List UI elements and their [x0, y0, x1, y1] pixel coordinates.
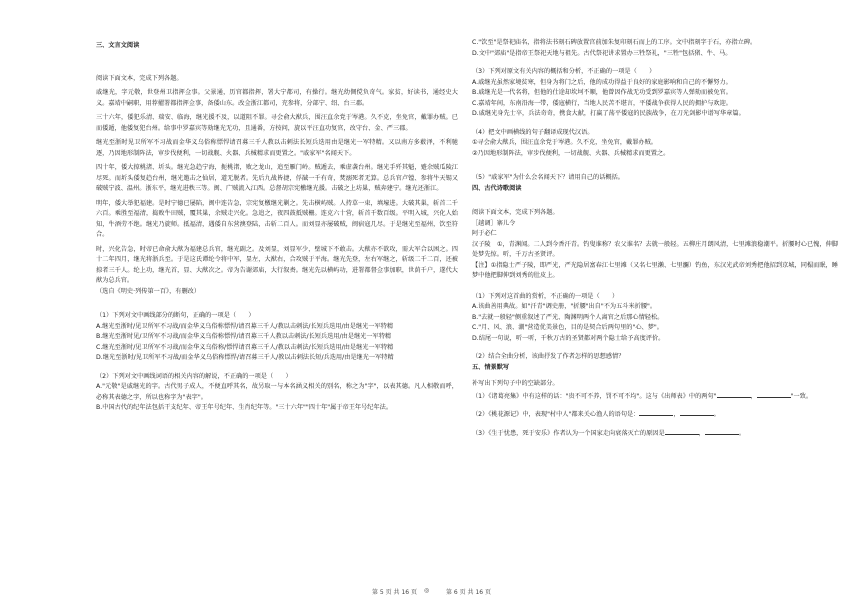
question-stem: （1）下列对文中画线部分的断句，正确的一项是（ ）: [96, 312, 255, 319]
fill-text: （1）《诸葛亮集》中有这样的话："贵不可不养，罚不可不均"。这与《出师表》中的两句": [472, 392, 717, 400]
option[interactable]: B.戚继光是一代名将，但他的仕途却坎坷不顺，他曾因作战无功受到罗嘉宾等人弹劾而被免官。: [472, 89, 732, 96]
passage-paragraph: 四十年，倭大掠桃渚、圻头。继光急趋宁海，扼桃渚，败之龙山，追至雁门岭。贼遁去，乘虚袭台州。继光手歼其魁，蹙余贼瓜陵江尽死。而圻头倭复趋台州，继光邀击之仙居，道无脱者。先后九战皆捷，俘馘一千有奇，焚溺死者无算。总兵官卢镗、参将牛天锡又破贼宁波、温州。浙东平，继光进秩三等。闽、广贼流入江西。总督胡宗宪檄继光援。击破之上坊巢，贼奔建宁。继光还浙江。: [96, 164, 458, 192]
fill-blank[interactable]: [757, 390, 791, 398]
option[interactable]: A.戚继光虽然家境贫寒，但身为将门之后，他的成功得益于良好的家庭影响和自己的不懈努力。: [472, 78, 732, 86]
fill-question: [472, 390, 838, 403]
fill-text: （3）《生于忧患，死于安乐》作者认为一个国家走向衰落灭亡的原因是: [472, 429, 665, 437]
passage-source: （选自《明史·列传第一百》，有删改）: [96, 287, 201, 295]
question-stem: （3）下列对原文有关内容的概括和分析，不正确的一项是（ ）: [472, 68, 656, 75]
fill-blank[interactable]: [639, 408, 673, 416]
passage-paragraph: 明年，倭大举犯福建。是时宁德已屡陷，闽中连告急，宗宪复檄继光剿之。先击横屿贼。人持草一束，填壕进。大破其巢，斩首二千六百。乘胜至福清，捣败牛田贼，覆其巢，余贼走兴化。急追之，夜四鼓抵贼栅。连克六十营，斩首千数百级。平明入城，兴化人始知，牛酒劳不绝。继光乃旋师。抵福清，遇倭自东营澳登陆，击斩二百人。而刘显亦屡破贼，闽宿寇几尽。于是继光至福州，饮至符合。: [96, 199, 458, 238]
question-stem: （2）结合全曲分析，该曲抒发了作者怎样的思想感情？: [472, 353, 625, 360]
option[interactable]: D.戚继光身先士卒，兵法奇奇，携食大献，打赢了荡平倭寇的民族战争，在刀光剑影中谱写华章篇。: [472, 110, 745, 117]
fill-text: ，: [673, 411, 680, 418]
fill-text: ，: [698, 429, 705, 437]
option[interactable]: A.继光至浙时/见卫所军不习战/而金华义乌俗称慓悍/请召募三千人/教以击刺法/长短兵迭用/由是继光一军特精: [96, 322, 394, 330]
question-stem: （4）把文中画横线的句子翻译成现代汉语。: [472, 128, 594, 136]
option[interactable]: C.继光至浙时/见卫所军不习战/而金华义乌俗称/慓悍请召募三千人/教以击刺法/长短兵迭用/由是继光一军特精: [96, 343, 394, 351]
option[interactable]: D.文中"郊庙"是指帝王祭祀天地与祖先。古代祭祀讲求置办三牲祭礼，"三牲"包括猪、牛、马。: [472, 49, 732, 57]
fill-blank[interactable]: [705, 427, 739, 435]
passage-paragraph: 时，兴化告急，时帝已命俞大猷为福建总兵官，继光副之。及刘显，刘显军少，壁城下不敢击。大猷亦不欲攻，需大军合以困之。四十二年四月，继光将浙兵至。于是这氏谭纶令将中军，显左，大猷右，合攻贼于平海。继光先登，左右军继之，斩级二千二百，还被掠者三千人。纶上功，继光首，显、大猷次之。帝为告谢郊庙，大行叙赉。继光先以横屿功，进署都督佥事加职，世荫千户，遂代大猷为总兵官。: [96, 245, 458, 284]
option[interactable]: A.该曲善用典故。如"汗青"调史册，"折腰"出自"不为五斗米折腰"。: [472, 303, 657, 310]
poem-text: 汉子陵 ①，青渊闻。二人到今香汗青。钓叟谁称？农父谁名？去就一般轻。五柳庄月朗风清，七里滩浪稳潮平。折腰时心已愧，伸脚处梦先惊。听，千万古圣贤评。: [472, 240, 838, 258]
fill-text: 。: [713, 411, 720, 418]
question-stem: （5）"戚家军"为什么会名闻天下？请用自己的话概括。: [472, 174, 624, 181]
poem-author: 阿于必仁: [472, 230, 497, 237]
instruction: 阅读下面文本，完成下列各题。: [472, 209, 559, 216]
option[interactable]: D.结尾一句说，听一听，千秋万古的圣贤都对两个隐士给予高度评价。: [472, 334, 665, 342]
section-title-classical: 三、文言文阅读: [96, 42, 140, 49]
center-circle-icon: ◎: [424, 587, 430, 594]
option[interactable]: D.继光至浙时/见卫所军不习战/而金华义乌俗称慓悍/请召募三千人/教以击刺法长短/兵迭用/由是继光一军特精: [96, 354, 394, 361]
option[interactable]: B.继光至浙时见/卫所军不习战/而金华义乌俗称慓悍/请召募三千人教以击刺法/长短兵迭用/由是继光一军特精: [96, 333, 392, 340]
left-page: [96, 38, 458, 414]
option[interactable]: C.嘉靖年间，东南沿海一带，倭寇横行，当地人民苦不堪言，平倭战争获得人民的拥护与欢迎。: [472, 99, 732, 107]
page-number-right: 第 6 页 共 16 页: [446, 589, 491, 596]
translate-item: ①寻会俞大猷兵，围汪直余党于岑港。久不克，坐免官，戴罪办贼。: [472, 139, 657, 146]
fill-question: [472, 408, 838, 421]
fill-text: "一致。: [790, 392, 813, 400]
question-stem: （1）下列对这首曲的赏析，不正确的一项是（ ）: [472, 292, 619, 300]
fill-blank[interactable]: [665, 427, 699, 435]
option[interactable]: B."去就一般轻"侧重叙述了严光、陶渊明两个人离官之后那心情轻松。: [472, 313, 664, 321]
option[interactable]: B.中国古代的纪年法包括干支纪年、帝王年号纪年、生肖纪年等。"三十六年""四十年"属于帝王年号纪年法。: [96, 404, 393, 411]
option[interactable]: A."元敬"是戚继光的字。古代男子成人，不便直呼其名，故另取一与本名涵义相关的别名，称之为"字"，以表其德。凡人相敬而呼，必称其表德之字，所以也称字为"表字"。: [96, 383, 458, 401]
option[interactable]: C."月、风、浪、潮"营造优美景色，目的是契合后两句里的"心、梦"。: [472, 324, 663, 331]
question-stem: （2）下列对文中画线词语的相关内容的解说，不正确的一项是（ ）: [96, 372, 292, 380]
fill-text: （2）《桃花源记》中，表现"村中人"都来关心渔人的语句是：: [472, 411, 640, 418]
fill-question: [472, 427, 838, 440]
translate-item: ②乃因地形制阵法，审步伐便利，一切战舰、火器、兵械精求而更置之。: [472, 149, 670, 157]
section-title-dictation: 五、情景默写: [472, 363, 510, 371]
fill-text: ，: [750, 392, 757, 400]
poem-note: 【注】①指隐士严子陵，即严光，严光隐居富春江七里滩（又名七里濑、七里瀰）钓鱼，东汉光武帝刘秀把他招到京城，同榻而眠，睡梦中他把脚伸到刘秀的肚皮上。: [472, 261, 838, 279]
instruction: 阅读下面文本，完成下列各题。: [96, 74, 183, 82]
passage-paragraph: 戚继光，字元敬，世登州卫指挥佥事。父景通，历官都指挥，署大宁都司，有操行。继光幼倜傥负奇气。家贫，好读书，通经史大义。嘉靖中嗣职，用荐擢署都指挥佥事，备倭山东。改佥浙江都司，充参将，分部宁、绍、台三郡。: [96, 89, 458, 107]
right-page: [472, 38, 838, 439]
poem-title: ［越调］寨儿令: [472, 219, 516, 227]
passage-paragraph: 继光至浙时见卫所军不习战而金华义乌俗称慓悍请召募三千人教以击刺法长短兵迭用由是继光一军特精。又以南方多薮泽，不利驰逐，乃因地形制阵法，审步伐便利，一切战舰、火器、兵械精求而更置之。"戚家军"名闻天下。: [96, 139, 458, 157]
page-number-left: 第 5 页 共 16 页: [372, 589, 417, 596]
passage-paragraph: 三十六年，倭犯乐清、瑞安、临海，继光援不及，以道阻不罪。寻会俞大猷兵，围汪直余党于岑港。久不克，坐免官，戴罪办贼。已而倭遁，他倭复犯台州。给事中罗嘉宾等劾继光无功，且通番，方按问，旋以平汪直功复官，改守台、金、严三郡。: [96, 114, 458, 132]
fill-blank[interactable]: [717, 390, 751, 398]
fill-text: 。: [738, 429, 746, 437]
option[interactable]: C."饮至"是祭祀庙名，指将法书刻石碑放置宫前加朱复印刻石而上的工序。文中指刻字于石，亦指立碑。: [472, 39, 757, 46]
section-title-poetry: 四、古代诗歌阅读: [472, 184, 522, 192]
fill-blank[interactable]: [680, 408, 714, 416]
instruction: 补写出下列句子中的空缺部分。: [472, 380, 559, 387]
